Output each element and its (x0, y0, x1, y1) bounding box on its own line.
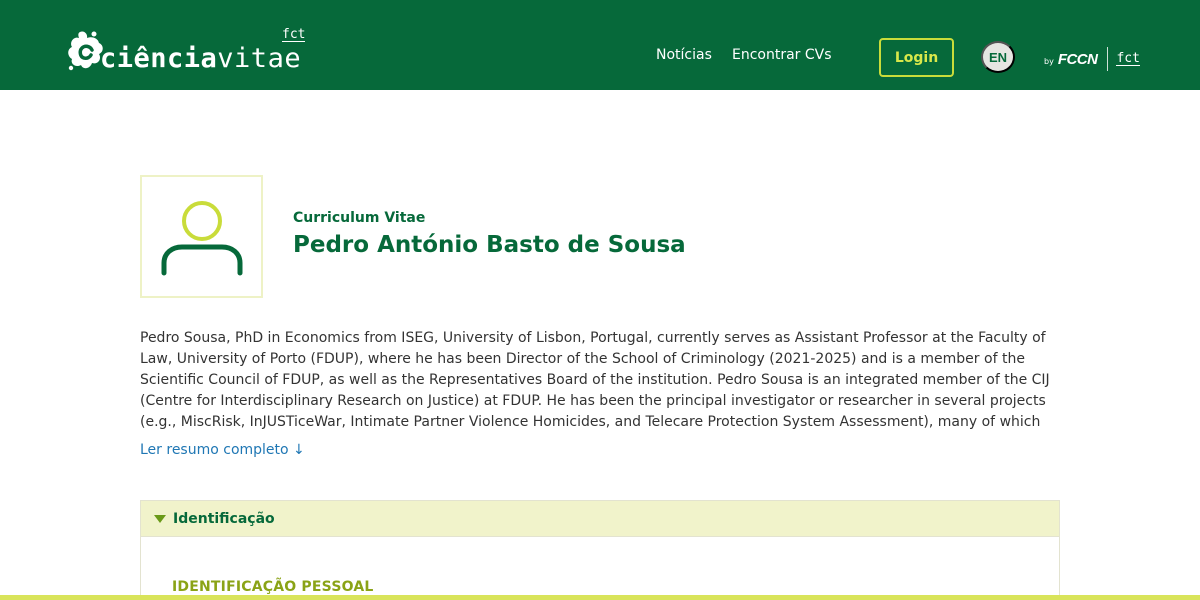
curriculum-vitae-label: Curriculum Vitae (293, 210, 426, 226)
profile-avatar (140, 175, 263, 298)
language-switch-button[interactable]: EN (981, 41, 1015, 73)
caret-down-icon (154, 515, 166, 523)
identification-section (140, 500, 1060, 600)
nav-find-cvs-link[interactable]: Encontrar CVs (732, 47, 832, 63)
fccn-logo[interactable]: FCCN (1057, 50, 1098, 68)
login-button[interactable]: Login (879, 38, 954, 77)
by-label: by (1044, 56, 1054, 66)
top-navigation-bar (0, 0, 1200, 90)
identification-section-title: Identificação (173, 510, 275, 527)
identification-section-toggle[interactable] (141, 501, 1059, 537)
fccn-fct-partner-logos (1044, 47, 1140, 71)
researcher-name: Pedro António Basto de Sousa (293, 232, 686, 258)
fct-logo[interactable]: fct (1116, 51, 1140, 66)
nav-news-link[interactable]: Notícias (656, 47, 712, 63)
bottom-accent-strip (0, 595, 1200, 600)
personal-identification-heading: IDENTIFICAÇÃO PESSOAL (172, 579, 374, 595)
cienciavitae-logo[interactable] (66, 27, 306, 74)
read-full-summary-link[interactable]: Ler resumo completo ↓ (140, 442, 305, 458)
logo-fct-mark: fct (282, 27, 306, 42)
logo-divider (1107, 47, 1108, 71)
user-placeholder-icon (142, 177, 261, 296)
cv-summary-text: Pedro Sousa, PhD in Economics from ISEG, University of Lisbon, Portugal, currently serves as Assistant Professor at the Faculty of Law, University of Porto (FDUP), where he has been Director of the School of Criminology (2021-2025) and is a member of the Scientific Council of FDUP, as well as the Representatives Board of the institution. Pedro Sousa is an integrated member of the CIJ (Centre for Interdisciplinary Research on Justice) at FDUP. He has been the principal investigator or researcher in several projects (e.g., MiscRisk, InJUSTiceWar, Intimate Partner Violence Homicides, and Telecare Protection System Assessment), many of which (140, 330, 1050, 430)
logo-wordmark: ciênciavitae (100, 43, 302, 74)
